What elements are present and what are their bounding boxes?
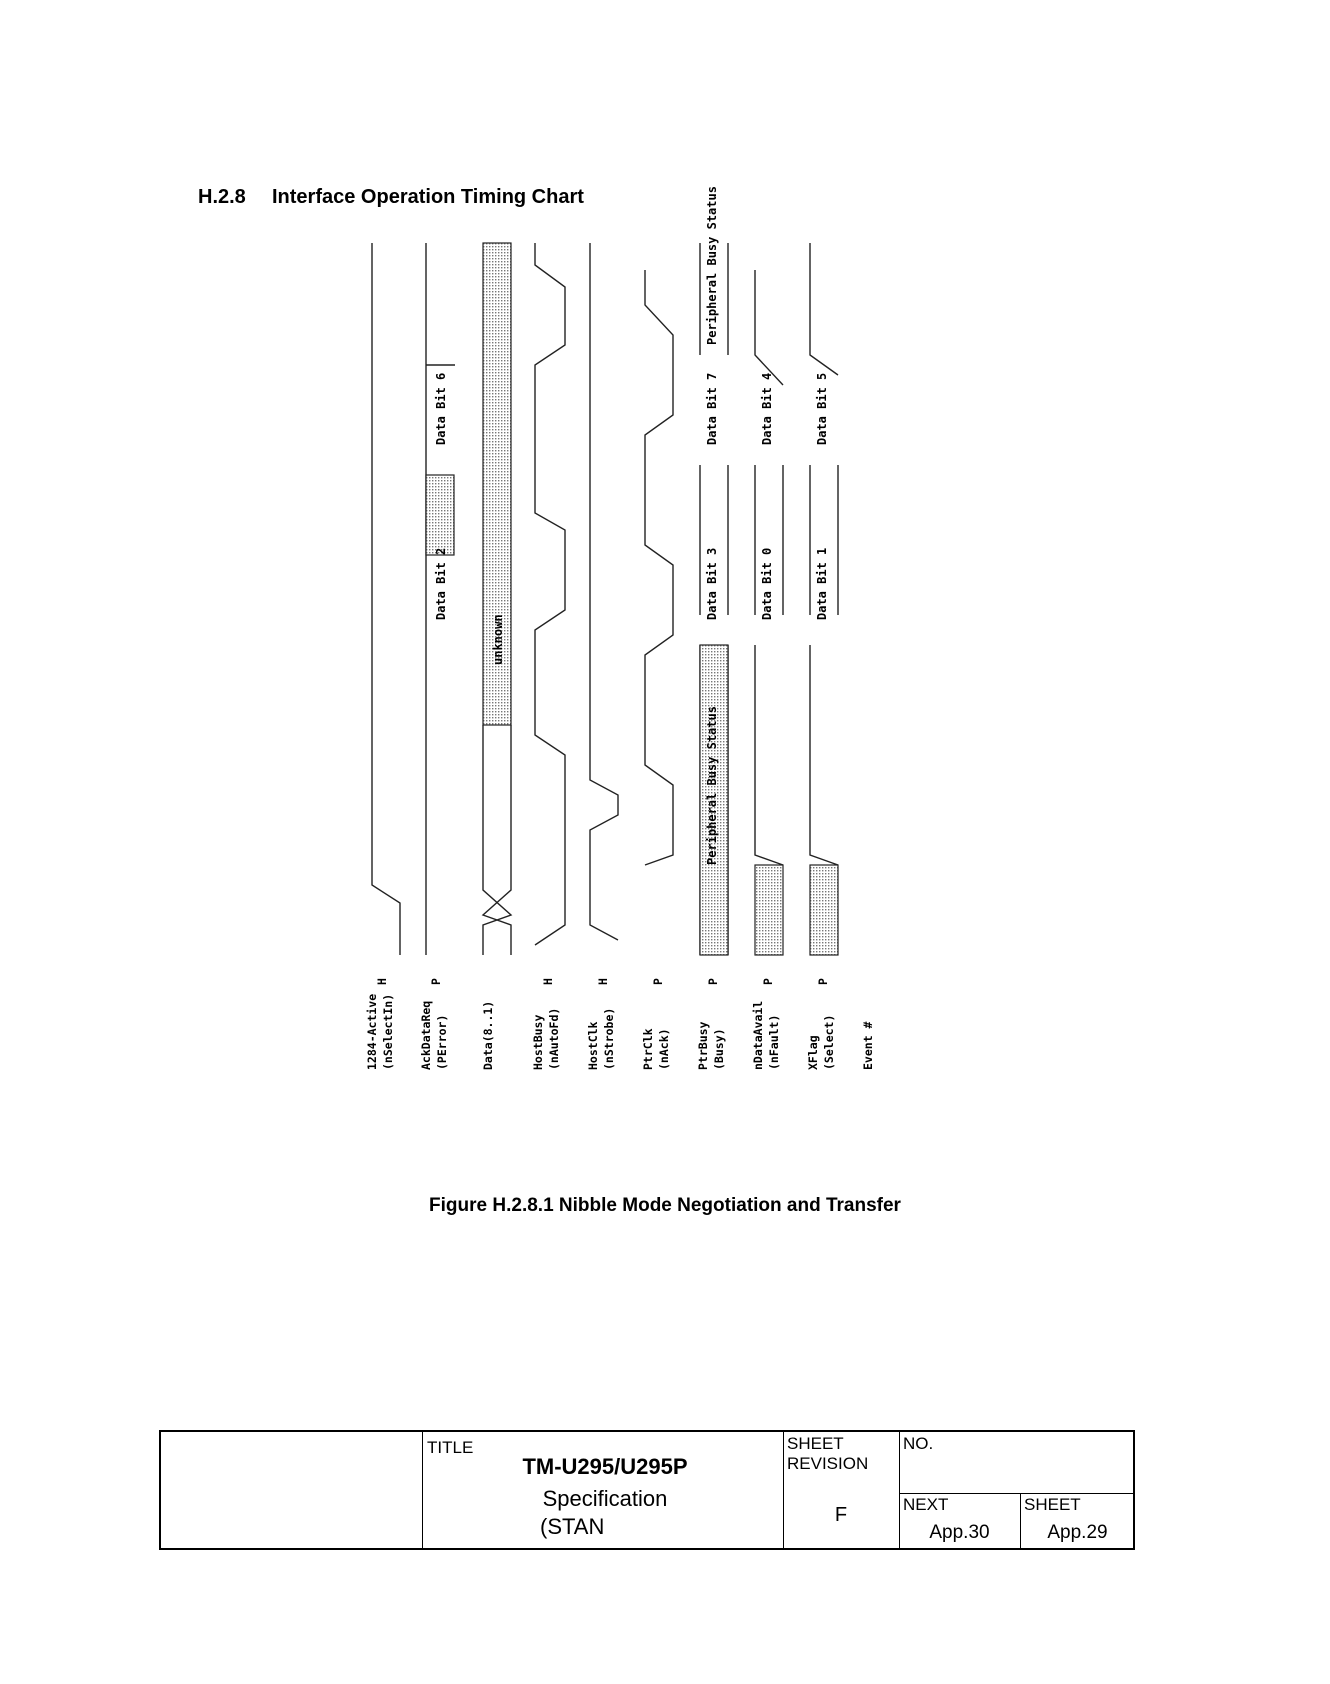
- next-label: NEXT: [903, 1495, 949, 1514]
- divider: [899, 1493, 1133, 1494]
- busy-status-top-label: Peripheral Busy Status: [705, 186, 719, 345]
- doc-title-line1: Specification: [542, 1486, 668, 1511]
- signal-name-1: AckDataReq: [419, 1000, 433, 1070]
- navail-bit0-label: Data Bit 0: [760, 547, 774, 620]
- signal-ptrclk-trace: [645, 270, 673, 865]
- ndataavail-shaded-region: [755, 865, 783, 955]
- section-heading: [198, 186, 584, 209]
- signal-alt-3: (nAutoFd): [547, 1007, 561, 1070]
- navail-bit4-label: Data Bit 4: [760, 372, 774, 445]
- data-unknown-label: unknown: [491, 614, 505, 665]
- signal-alt-6: (Busy): [712, 1028, 726, 1070]
- xflag-shaded-region: [810, 865, 838, 955]
- signal-1284active-trace: [372, 243, 400, 955]
- signal-src-8: P: [816, 978, 830, 985]
- signal-name-3: HostBusy: [531, 1014, 545, 1070]
- ackdatareq-shaded-region: [426, 475, 454, 555]
- sheet-number-value: App.29: [1047, 1522, 1108, 1543]
- signal-name-0: 1284-Active: [365, 993, 379, 1070]
- signal-src-6: P: [706, 978, 720, 985]
- signal-src-3: H: [541, 978, 555, 985]
- title-block: [159, 1430, 1135, 1550]
- signal-src-0: H: [375, 978, 389, 985]
- signal-name-8: XFlag: [806, 1035, 820, 1070]
- title-label: TITLE: [427, 1438, 474, 1457]
- signal-src-7: P: [761, 978, 775, 985]
- sheet-number-label: SHEET: [1024, 1495, 1081, 1514]
- busy-status-bottom-label: Peripheral Busy Status: [705, 706, 719, 865]
- ack-bit2-label: Data Bit 2: [434, 547, 448, 620]
- signal-alt-0: (nSelectIn): [381, 993, 395, 1070]
- signal-data-trace: [483, 725, 511, 955]
- divider: [422, 1432, 423, 1548]
- section-number: H.2.8: [198, 186, 246, 208]
- signal-name-7: nDataAvail: [751, 1000, 765, 1070]
- xflag-bit5-label: Data Bit 5: [815, 372, 829, 445]
- signal-alt-7: (nFault): [767, 1014, 781, 1070]
- signal-alt-5: (nAck): [657, 1028, 671, 1070]
- no-label: NO.: [903, 1434, 934, 1453]
- figure-caption: Figure H.2.8.1 Nibble Mode Negotiation and Transfer: [429, 1195, 901, 1216]
- signal-src-4: H: [596, 978, 610, 985]
- busy-bit3-label: Data Bit 3: [705, 547, 719, 620]
- ack-bit6-label: Data Bit 6: [434, 372, 448, 445]
- product-name: TM-U295/U295P: [522, 1454, 688, 1479]
- signal-alt-4: (nStrobe): [602, 1007, 616, 1070]
- signal-alt-1: (PError): [435, 1014, 449, 1070]
- signal-name-5: PtrClk: [641, 1028, 655, 1070]
- revision-value: F: [834, 1504, 848, 1526]
- signal-name-6: PtrBusy: [696, 1021, 710, 1070]
- signal-hostbusy-trace: [535, 243, 565, 945]
- xflag-bit1-label: Data Bit 1: [815, 547, 829, 620]
- doc-title-line2: (STAN: [540, 1514, 605, 1539]
- signal-name-4: HostClk: [586, 1021, 600, 1070]
- signal-name-9: Event #: [861, 1021, 875, 1070]
- sheet-label: SHEET: [787, 1434, 844, 1453]
- signal-name-2: Data(8..1): [481, 1000, 495, 1070]
- busy-bit7-label: Data Bit 7: [705, 372, 719, 445]
- signal-alt-8: (Select): [822, 1014, 836, 1070]
- section-title: Interface Operation Timing Chart: [272, 186, 584, 208]
- signal-hostclk-trace: [590, 243, 618, 940]
- divider: [783, 1432, 784, 1548]
- signal-src-5: P: [651, 978, 665, 985]
- next-value: App.30: [929, 1522, 990, 1543]
- signal-src-1: P: [429, 978, 443, 985]
- revision-label: REVISION: [787, 1454, 869, 1473]
